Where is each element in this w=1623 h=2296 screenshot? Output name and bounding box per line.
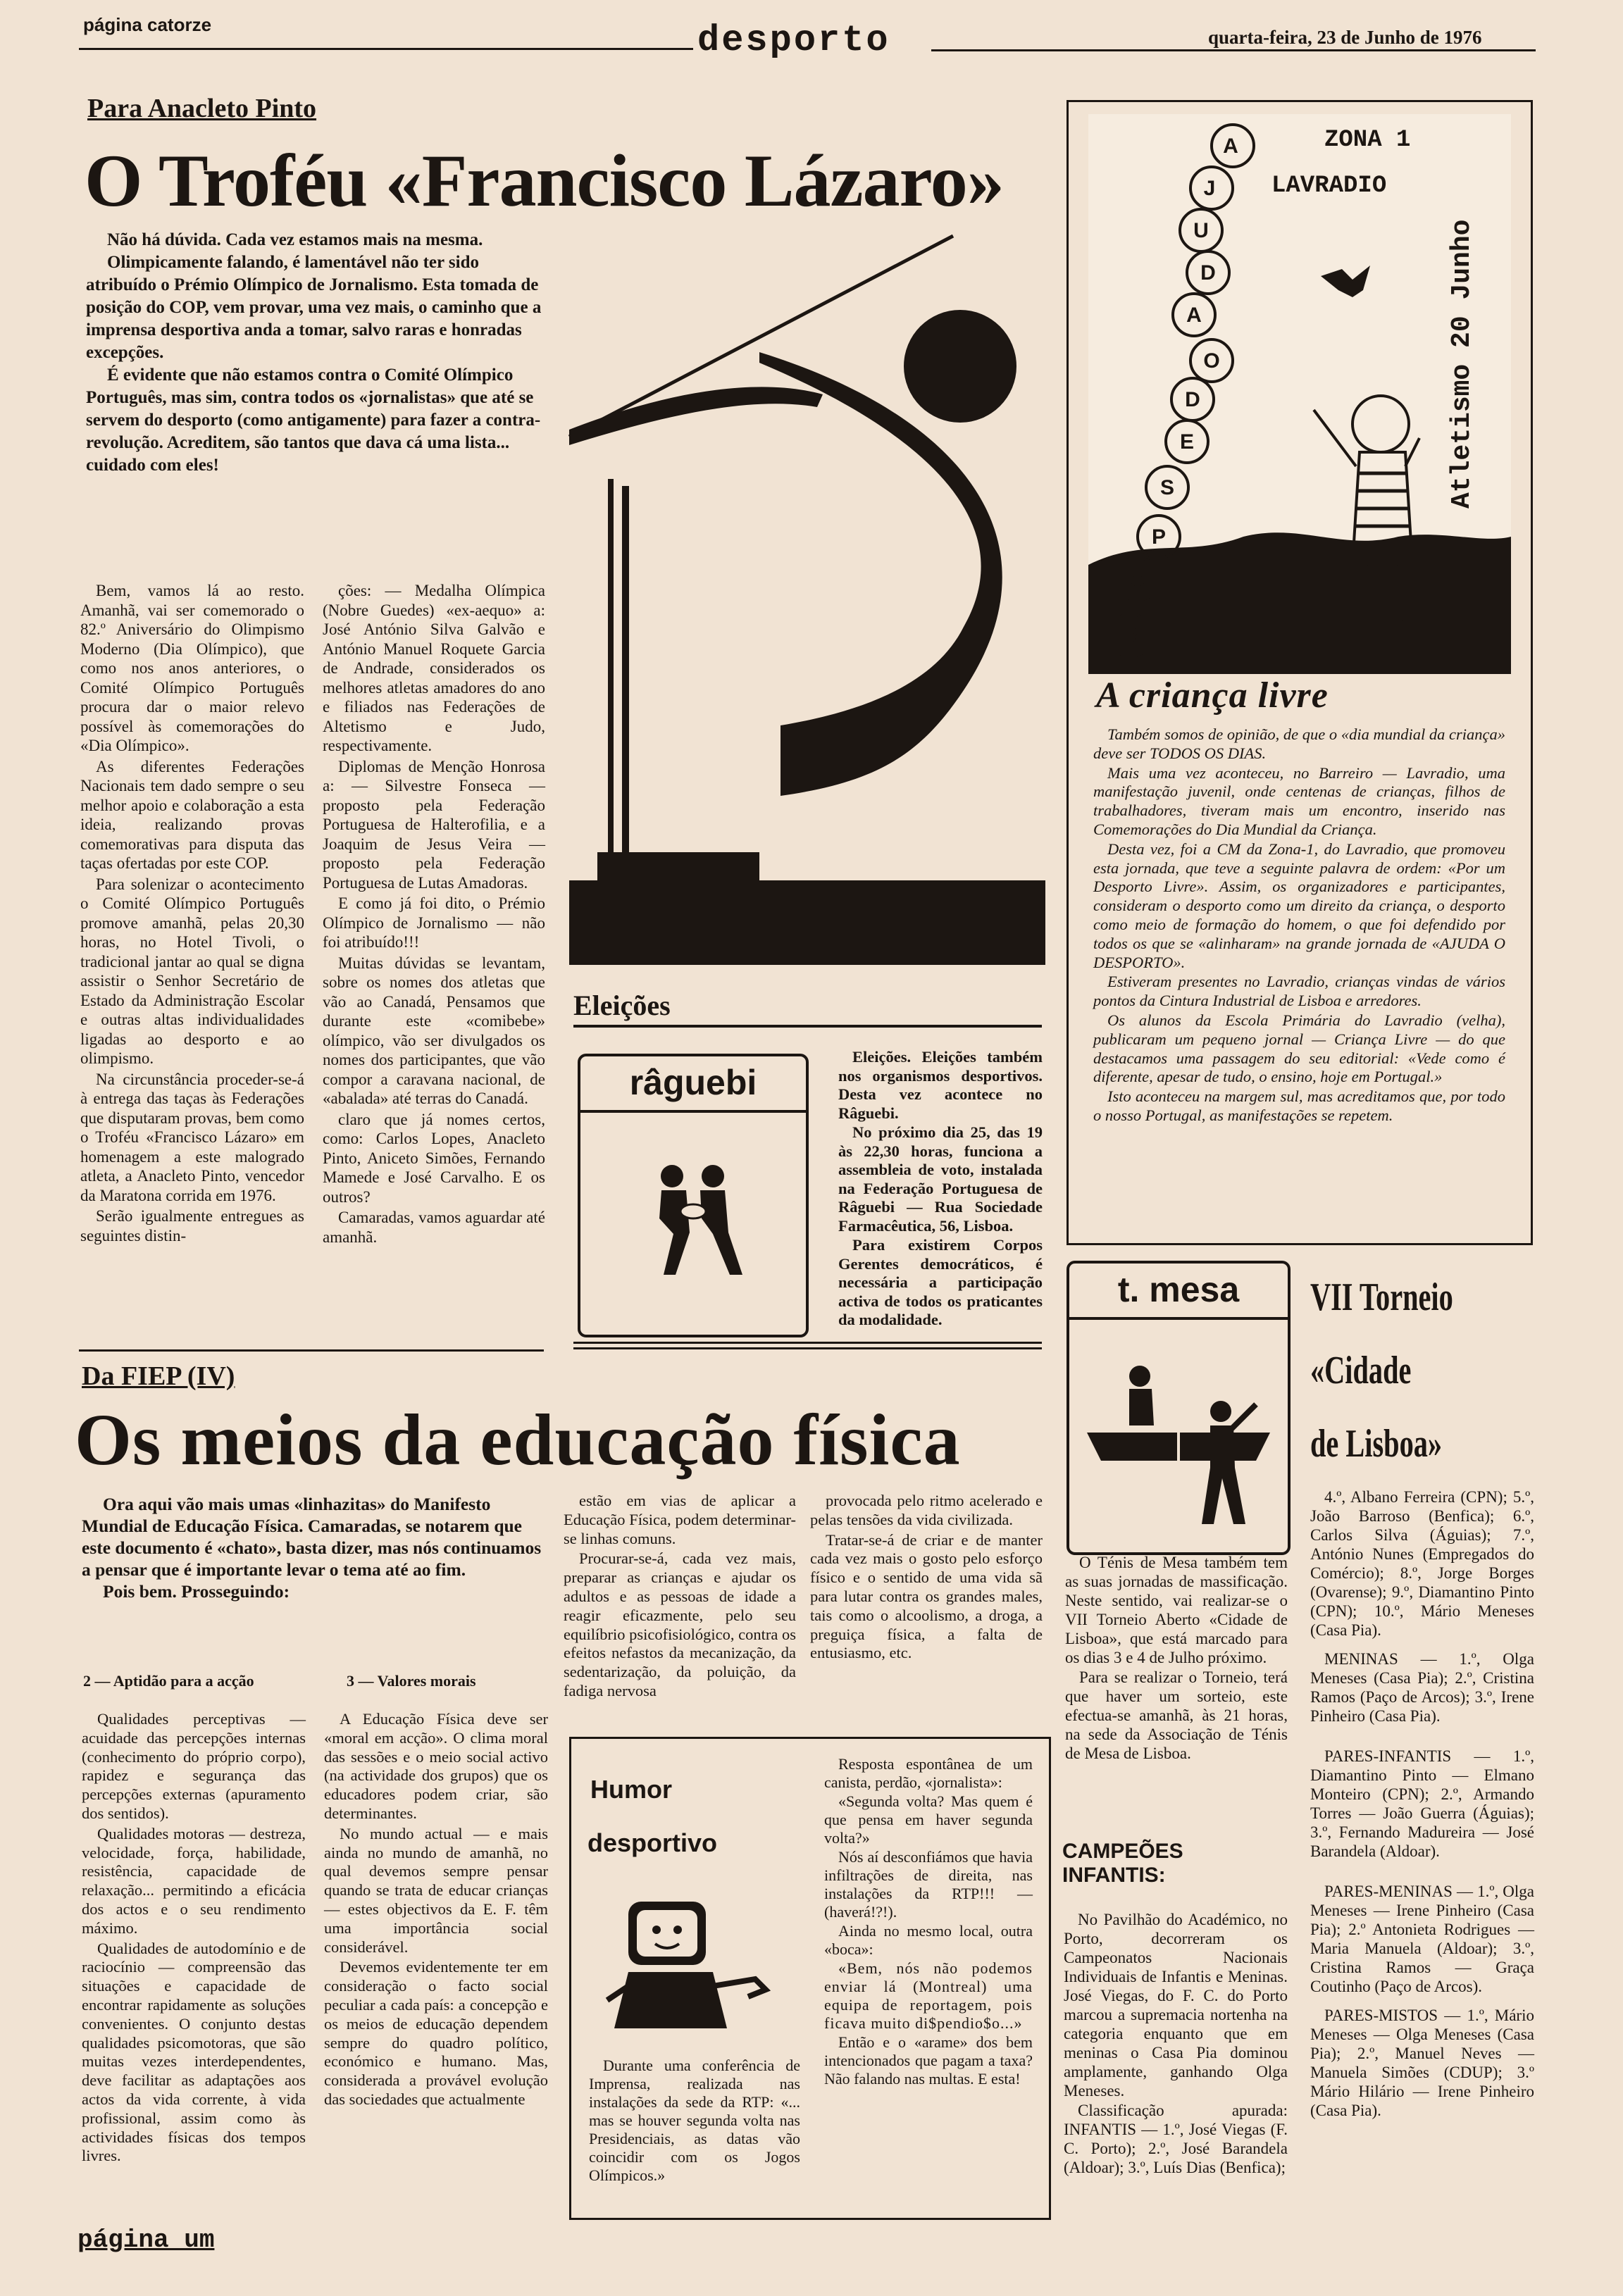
table-tennis-icon xyxy=(1087,1348,1270,1531)
article1-headline: O Troféu «Francisco Lázaro» xyxy=(85,139,1004,222)
article1-kicker: Para Anacleto Pinto xyxy=(87,94,317,123)
humor-paragraph: Então e o «arame» dos bem intencionados que pagam a taxa? Não falando nas multas. E esta! xyxy=(824,2033,1033,2088)
body-paragraph: Diplomas de Menção Honrosa a: — Silvestre Fonseca — proposto pela Federação Portuguesa de Halterofilia, e a Joaquim de Jesus Veira — proposto pela Federação Portuguesa de Lutas Amadoras. xyxy=(323,757,545,892)
results-paragraph: PARES-MISTOS — 1.º, Mário Meneses — Olga Meneses (Casa Pia); 2.º, Manuel Neves — Manuela Simões (CDUP); 3.º Mário Hilário — Irene Pinheiro (Casa Pia). xyxy=(1310,2007,1534,2119)
results-paragraph: 4.º, Albano Ferreira (CPN); 5.º, João Barroso (Benfica); 6.º, Carlos Silva (Águias); 7.º, António Nunes (Empregados do Comércio); 8.º, Jorge Borges (Ovarense); 9.º, Diamantino Pinto (CPN); 10.º, Mário Meneses (Casa Pia). xyxy=(1310,1488,1534,1639)
eleicoes-paragraph: Eleições. Eleições também nos organismos desportivos. Desta vez acontece no Râguebi. xyxy=(838,1048,1043,1122)
body-paragraph: Qualidades motoras — destreza, velocidade, força, habilidade, resistência, capacidade de relaxação... permitindo a eficácia dos actos e o seu rendimento máximo. xyxy=(82,1824,306,1937)
section-title: desporto xyxy=(697,20,890,61)
header-rule-right xyxy=(931,49,1536,51)
eleicoes-title: Eleições xyxy=(573,990,671,1021)
tower-windows xyxy=(622,486,629,852)
article2-lead xyxy=(82,1493,545,1641)
body-paragraph: Tratar-se-á de criar e de manter cada vez mais o gosto pelo esforço físico e o sentido de uma vida sã para lutar contra os grandes males, tais como o alcoolismo, a droga, a preguiça física, a falta de entusiasmo, etc. xyxy=(810,1530,1043,1662)
tmesa-text xyxy=(1065,1553,1288,1762)
article2-column-3 xyxy=(564,1492,796,1738)
humor-left-text xyxy=(589,2057,800,2211)
subhead-aptidao: 2 — Aptidão para a acção xyxy=(83,1672,254,1690)
trophy-illustration xyxy=(569,232,1045,965)
page-number: página catorze xyxy=(83,14,212,35)
humor-title-2: desportivo xyxy=(587,1828,718,1857)
body-paragraph: Muitas dúvidas se levantam, sobre os nomes dos atletas que vão ao Canadá, Pensamos que durante este «comibebe» olímpico, vão ser divulgados os nomes dos participantes, que vão compor a caravana nacional, de «abalada» até terras do Canadá. xyxy=(323,954,545,1107)
body-paragraph: E como já foi dito, o Prémio Olímpico de Jornalismo — não foi atribuído!!! xyxy=(323,894,545,951)
crianca-paragraph: Estiveram presentes no Lavradio, crianças vindas de vários pontos da Cintura Industrial de Lisboa e arredores. xyxy=(1093,973,1505,1010)
header-rule-left xyxy=(79,48,693,50)
torneio-title xyxy=(1310,1261,1453,1480)
humor-title-1: Humor xyxy=(590,1775,672,1804)
body-paragraph: Para solenizar o acontecimento o Comité Olímpico Português promove amanhã, pelas 20,30 horas, no Hotel Tivoli, o tradicional jantar ao qual se digna assistir o Senhor Secretário de Estado da Administração Escolar e outras altas individualidades ligadas ao desporto e ao olimpismo. xyxy=(80,875,304,1067)
lead-paragraph: Pois bem. Prosseguindo: xyxy=(103,1581,290,1602)
svg-text:S: S xyxy=(1159,476,1175,499)
body-paragraph: As diferentes Federações Nacionais tem dado sempre o seu melhor apoio e colaboração a esta ideia, realizando provas comemorativas para disputa das taças ofertadas por este COP. xyxy=(80,757,304,872)
article1-column-2 xyxy=(323,581,545,1345)
torneio-title-line: de Lisboa» xyxy=(1310,1422,1443,1466)
svg-text:A: A xyxy=(1186,304,1202,327)
footer-page-um: página um xyxy=(77,2226,215,2254)
article2-headline: Os meios da educação física xyxy=(75,1399,961,1480)
humor-paragraph: Durante uma conferência de Imprensa, realizada nas instalações da sede da RTP: «... mas se houver segunda volta nas Presidenciais, as datas vão coincidir com os Jogos Olímpicos.» xyxy=(589,2057,800,2184)
body-paragraph: No mundo actual — e mais ainda no mundo de amanhã, no qual devemos sempre pensar quando se trata de educar crianças — estes objectivos da E. F. têm uma importância social considerável. xyxy=(324,1824,548,1956)
svg-text:A: A xyxy=(1223,135,1238,158)
results-paragraph: PARES-INFANTIS — 1.º, Diamantino Pinto — Elmano Monteiro (CPN); 2.º, Armando Torres — João Guerra (Águias); 3.º, Fernando Madureira — José Barandela (Aldoar). xyxy=(1310,1747,1534,1860)
crianca-paragraph: Os alunos da Escola Primária do Lavradio (velha), publicaram um pequeno jornal — Criança Livre — do que destacamos uma passagem do seu editorial: «Vede como é diferente, apesar de tudo, o ensino, hoje em Portugal.» xyxy=(1093,1011,1505,1086)
crianca-paragraph: Desta vez, foi a CM da Zona-1, do Lavradio, que promoveu esta jornada, que teve a seguinte palavra de ordem: «Por um Desporto Livre». Assim, os organizadores e participantes, consideram o desporto como um direito da criança, o desporto como meio de formação do homem, o que foi defendido por todos os que se «alinharam» na grande jornada de «AJUDA O DESPORTO». xyxy=(1093,840,1505,971)
body-paragraph: Camaradas, vamos aguardar até amanhã. xyxy=(323,1209,545,1246)
eleicoes-bottom-rule-2 xyxy=(573,1347,1042,1349)
athlete-head xyxy=(904,310,1016,423)
body-paragraph: Procurar-se-á, cada vez mais, preparar as crianças e ajudar os adultos e as pessoas de idade a reagir eficazmente, pelo seu equilíbrio psicofisiológico, contra os efeitos nefastos da mecanização, da sedentarização, da poluição, da fadiga nervosa xyxy=(564,1549,796,1699)
body-paragraph: Qualidades perceptivas — acuidade das percepções internas (conhecimento do próprio corpo), rapidez e segurança das percepções externas (apuramento dos sentidos). xyxy=(82,1710,306,1822)
subhead-valores: 3 — Valores morais xyxy=(347,1672,476,1690)
humor-paragraph: Resposta espontânea de um canista, perdão, «jornalista»: xyxy=(824,1755,1033,1791)
svg-text:O: O xyxy=(1203,349,1220,373)
humor-paragraph: «Segunda volta? Mas quem é que pensa em haver segunda volta?» xyxy=(824,1792,1033,1847)
svg-text:P: P xyxy=(1151,525,1167,549)
campeoes-paragraph: No Pavilhão do Académico, no Porto, decorreram os Campeonatos Nacionais Individuais de Infantis e Meninas. José Viegas, do F. C. do Porto marcou a supremacia nortenha na categoria enquanto que em meninas o Casa Pia dominou amplamente, ganhando Olga Meneses. xyxy=(1064,1911,1288,2100)
crianca-title: A criança livre xyxy=(1096,675,1329,716)
humor-paragraph: «Bem, nós não podemos enviar lá (Montreal) uma equipa de reportagem, pois ficava muito di$pendio$o...» xyxy=(824,1959,1033,2032)
body-paragraph: claro que já nomes certos, como: Carlos Lopes, Anacleto Pinto, Aniceto Simões, Fernando Mamede e José Carvalho. E os outros? xyxy=(323,1110,545,1206)
poster-place: LAVRADIO xyxy=(1271,173,1387,199)
poster-hills xyxy=(1088,532,1511,674)
crianca-poster xyxy=(1088,114,1511,674)
body-paragraph: Bem, vamos lá ao resto. Amanhã, vai ser comemorado o 82.º Aniversário do Olimpismo Moderno (Dia Olímpico), que como nos anos anteriores, o Comité Olímpico Português procura dar o maior relevo possível às comemorações do «Dia Olímpico». xyxy=(80,582,304,754)
crianca-text xyxy=(1093,725,1505,1233)
poster-zona: ZONA 1 xyxy=(1324,127,1411,154)
rugby-badge: râguebi xyxy=(580,1056,806,1113)
rugby-players-icon xyxy=(623,1155,764,1296)
body-paragraph: estão em vias de aplicar a Educação Física, podem determinar-se linhas comuns. xyxy=(564,1492,796,1547)
body-paragraph: Na circunstância proceder-se-á à entrega das taças às Federações que disputaram provas, bem como o Troféu «Francisco Lázaro» em homenagem a este malogrado atleta, a Anacleto Pinto, vencedor da Maratona corrida em 1976. xyxy=(80,1070,304,1204)
torneio-results xyxy=(1310,1487,1534,2283)
crianca-paragraph: Também somos de opinião, de que o «dia mundial da criança» deve ser TODOS OS DIAS. xyxy=(1093,725,1505,762)
lead-paragraph: Ora aqui vão mais umas «linhazitas» do Manifesto Mundial de Educação Física. Camaradas, se notarem que este documento é «chato», basta dizer, mas nós continuamos a pensar que é importante levar o tema até ao fim. xyxy=(82,1494,542,1580)
article2-column-2 xyxy=(324,1710,548,2217)
tv-head-cartoon xyxy=(607,1895,769,2035)
campeoes-text xyxy=(1064,1910,1288,2290)
body-paragraph: Qualidades de autodomínio e de raciocínio — compreensão das situações e capacidade de encontrar rapidamente as soluções convenientes. O conjunto destas qualidades psicomotoras, que são muitas vezes interdependentes, deve facilitar as adaptações aos actos da vida corrente, à vida profissional, assim como às actividades físicas dos tempos livres. xyxy=(82,1939,306,2165)
tmesa-box xyxy=(1067,1261,1291,1555)
crianca-paragraph: Isto aconteceu na margem sul, mas acreditamos que, por todo o nosso Portugal, as manifestações se repetem. xyxy=(1093,1087,1505,1124)
results-paragraph: MENINAS — 1.º, Olga Meneses (Casa Pia); 2.º, Cristina Ramos (Paço de Arcos); 3.º, Irene Pinheiro (Casa Pia). xyxy=(1310,1650,1534,1725)
lead-paragraph: Olimpicamente falando, é lamentável não ter sido atribuído o Prémio Olímpico de Jornalismo. Esta tomada de posição do COP, vem provar, uma vez mais, o caminho que a imprensa desportiva anda a tomar, salvo raras e honradas excepções. xyxy=(86,253,542,362)
body-paragraph: Serão igualmente entregues as seguintes distin- xyxy=(80,1207,304,1244)
torneio-title-line: VII Torneio xyxy=(1310,1275,1453,1319)
article1-lead xyxy=(86,229,544,581)
crianca-paragraph: Mais uma vez aconteceu, no Barreiro — Lavradio, uma manifestação juvenil, onde centenas de crianças, filhos de trabalhadores, tiveram mais um encontro, inserido nas Comemorações do Dia Mundial da Criança. xyxy=(1093,763,1505,838)
results-paragraph: PARES-MENINAS — 1.º, Olga Meneses — Irene Pinheiro (Casa Pia); 2.º Antonieta Rodrigues — Maria Manuela (Aldoar); 3.º, Cristina Ramos — Graça Coutinho (Paço de Arcos). xyxy=(1310,1883,1534,1995)
poster-side-text: Atletismo 20 Junho xyxy=(1447,219,1477,509)
torneio-title-line: «Cidade xyxy=(1310,1349,1412,1392)
svg-text:D: D xyxy=(1200,261,1216,285)
body-paragraph: ções: — Medalha Olímpica (Nobre Guedes) «ex-aequo» a: José António Silva Galvão e António Manuel Roquete Garcia de Andrade, considerados os melhores atletas amadores do ano e filiados nas Federações de Altetismo e Judo, respectivamente. xyxy=(323,582,545,754)
svg-text:D: D xyxy=(1185,388,1200,411)
rugby-box xyxy=(578,1054,809,1337)
eleicoes-paragraph: No próximo dia 25, das 19 às 22,30 horas, funciona a assembleia de voto, instalada na Federação Portuguesa de Râguebi — Rua Sociedade Farmacêutica, 56, Lisboa. xyxy=(838,1123,1043,1235)
eleicoes-bottom-rule xyxy=(573,1342,1042,1344)
lead-paragraph: Não há dúvida. Cada vez estamos mais na mesma. xyxy=(107,230,483,249)
campeoes-title: CAMPEÕES INFANTIS: xyxy=(1062,1840,1183,1887)
tmesa-paragraph: O Ténis de Mesa também tem as suas jornadas de massificação. Neste sentido, vai realizar-se o VII Torneio Aberto «Cidade de Lisboa», que está marcado para os dias 3 e 4 de Julho próximo. xyxy=(1065,1554,1288,1666)
campeoes-paragraph: Classificação apurada: INFANTIS — 1.º, José Viegas (F. C. Porto); 2.º, José Barandela (Aldoar); 3.º, Luís Dias (Benfica); xyxy=(1064,2102,1288,2176)
body-paragraph: provocada pelo ritmo acelerado e pelas tensões da vida civilizada. xyxy=(810,1492,1043,1528)
eleicoes-text xyxy=(838,1048,1043,1330)
issue-date: quarta-feira, 23 de Junho de 1976 xyxy=(1208,27,1482,48)
ground-block xyxy=(569,880,1045,965)
eleicoes-rule xyxy=(573,1025,1042,1028)
svg-text:U: U xyxy=(1193,219,1209,242)
body-paragraph: Devemos evidentemente ter em consideração o facto social peculiar a cada país: a concepção e os meios de educação dependem sempre do quadro político, económico e humano. Mas, considerada a provável evolução das sociedades que actualmente xyxy=(324,1958,548,2108)
tmesa-paragraph: Para se realizar o Torneio, terá que haver um sorteio, este efectua-se amanhã, às 21 horas, na sede da Associação de Ténis de Mesa de Lisboa. xyxy=(1065,1668,1288,1762)
article1-column-1 xyxy=(80,581,304,1345)
lead-paragraph: É evidente que não estamos contra o Comité Olímpico Português, mas sim, contra todos os «jornalistas» que até se servem do desporto (como antigamente) para fazer a contra-revolução. Acreditem, são tantos que dava cá uma lista... cuidado com eles! xyxy=(86,366,541,475)
svg-text:E: E xyxy=(1179,430,1195,454)
svg-text:R: R xyxy=(1123,624,1138,647)
article2-top-rule xyxy=(79,1349,544,1352)
article2-kicker: Da FIEP (IV) xyxy=(82,1361,235,1391)
humor-right-text xyxy=(824,1755,1033,2213)
svg-text:J: J xyxy=(1203,177,1216,200)
tmesa-badge: t. mesa xyxy=(1069,1264,1288,1320)
article2-column-4 xyxy=(810,1492,1043,1738)
humor-paragraph: Nós aí desconfiámos que havia infiltrações de direita, nas instalações da RTP!!! — (haverá!?!). xyxy=(824,1848,1033,1921)
humor-paragraph: Ainda no mesmo local, outra «boca»: xyxy=(824,1922,1033,1958)
svg-text:O: O xyxy=(1129,568,1146,591)
body-paragraph: A Educação Física deve ser «moral em acção». O clima moral das sessões e o meio social activo (na actividade dos grupos) que os educadores podem criar, são determinantes. xyxy=(324,1710,548,1822)
tower-line xyxy=(608,479,614,873)
article2-column-1 xyxy=(82,1710,306,2217)
eleicoes-paragraph: Para existirem Corpos Gerentes democráticos, é necessária a participação activa de todos os praticantes da modalidade. xyxy=(838,1236,1043,1328)
